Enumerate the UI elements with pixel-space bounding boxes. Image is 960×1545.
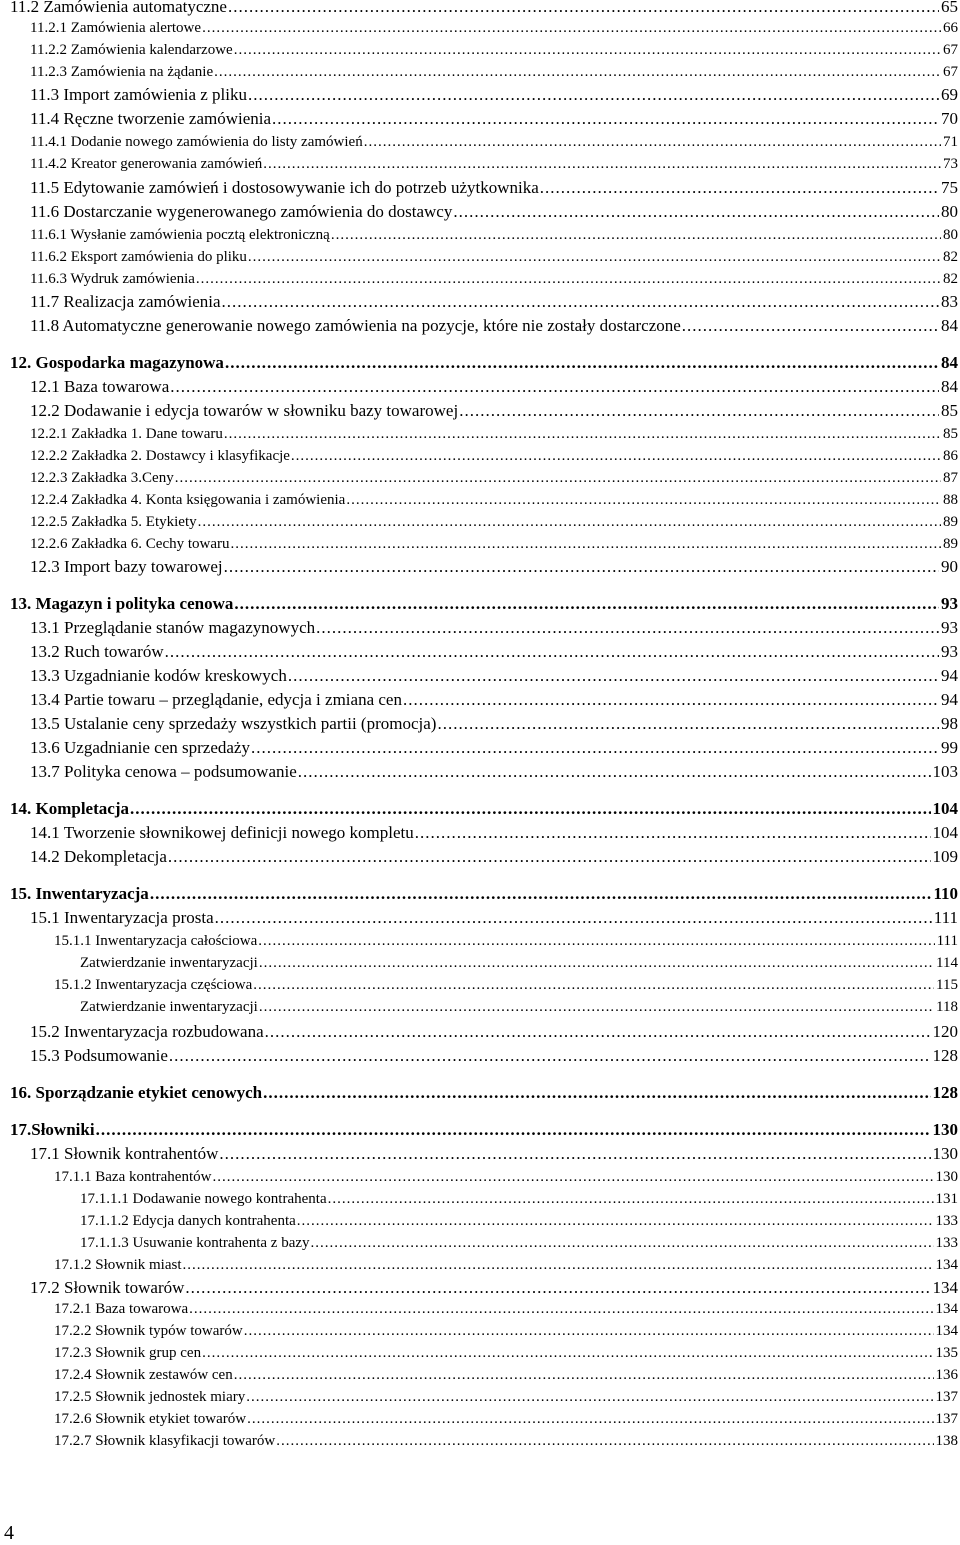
toc-dot-leader (165, 643, 939, 662)
toc-entry-title: 17.2.3 Słownik grup cen (54, 1345, 202, 1361)
toc-entry-title: 15.2 Inwentaryzacja rozbudowana (30, 1022, 264, 1041)
toc-dot-leader (346, 492, 941, 509)
toc-entry-title: 17.1.2 Słownik miast (54, 1257, 182, 1273)
toc-dot-leader (130, 800, 931, 819)
toc-entry[interactable] (54, 1301, 958, 1318)
toc-entry-page: 134 (932, 1278, 958, 1297)
toc-dot-leader (224, 426, 941, 443)
toc-entry[interactable] (54, 1389, 958, 1406)
toc-dot-leader (682, 317, 939, 336)
toc-entry[interactable] (30, 378, 958, 397)
toc-entry-title: 11.2 Zamówienia automatyczne (10, 0, 227, 16)
toc-entry[interactable] (30, 909, 958, 928)
toc-entry-title: 12.2.2 Zakładka 2. Dostawcy i klasyfikacje (30, 448, 290, 464)
toc-entry-title: 11.8 Automatyczne generowanie nowego zamówienia na pozycje, które nie zostały dostarczone (30, 316, 681, 335)
toc-entry-page: 130 (932, 1144, 958, 1163)
toc-entry-title: 15.3 Podsumowanie (30, 1046, 168, 1065)
toc-entry[interactable] (30, 64, 958, 81)
toc-entry[interactable] (54, 1367, 958, 1384)
toc-dot-leader (248, 86, 939, 105)
toc-entry-page: 114 (936, 955, 958, 971)
toc-entry[interactable] (10, 0, 958, 17)
toc-dot-leader (175, 470, 941, 487)
toc-entry-page: 94 (941, 690, 958, 709)
toc-dot-leader (202, 1345, 933, 1362)
toc-entry[interactable] (30, 824, 958, 843)
toc-dot-leader (212, 1169, 933, 1186)
toc-entry[interactable] (30, 536, 958, 553)
toc-entry-page: 82 (943, 249, 958, 265)
toc-entry-page: 73 (943, 156, 958, 172)
toc-dot-leader (328, 1191, 934, 1208)
toc-entry-page: 86 (943, 448, 958, 464)
toc-entry-page: 134 (935, 1323, 958, 1339)
toc-entry-title: 12.2.1 Zakładka 1. Dane towaru (30, 426, 223, 442)
toc-entry-page: 130 (932, 1120, 958, 1139)
toc-entry-title: 15.1.1 Inwentaryzacja całościowa (54, 933, 258, 949)
toc-entry[interactable] (30, 156, 958, 173)
toc-entry-title: 11.5 Edytowanie zamówień i dostosowywanie ich do potrzeb użytkownika (30, 178, 539, 197)
toc-entry-page: 137 (935, 1389, 958, 1405)
toc-dot-leader (202, 20, 941, 37)
toc-entry-page: 93 (941, 642, 958, 661)
toc-dot-leader (214, 64, 941, 81)
toc-dot-leader (276, 1433, 933, 1450)
toc-entry[interactable] (30, 426, 958, 443)
toc-entry[interactable] (30, 317, 958, 336)
toc-entry-page: 69 (941, 85, 958, 104)
toc-entry-page: 70 (941, 109, 958, 128)
toc-entry[interactable] (54, 1257, 958, 1274)
toc-entry-page: 111 (933, 908, 958, 927)
toc-dot-leader (246, 1389, 933, 1406)
toc-entry[interactable] (54, 1169, 958, 1186)
toc-entry[interactable] (30, 249, 958, 266)
toc-entry[interactable] (80, 1213, 958, 1230)
toc-entry[interactable] (10, 885, 958, 904)
toc-entry-title: 13.6 Uzgadnianie cen sprzedaży (30, 738, 250, 757)
toc-entry-title: 17.1.1.1 Dodawanie nowego kontrahenta (80, 1191, 327, 1207)
toc-entry-page: 67 (943, 64, 958, 80)
toc-dot-leader (263, 1084, 930, 1103)
toc-entry-page: 118 (936, 999, 958, 1015)
toc-entry-title: 17.2 Słownik towarów (30, 1278, 185, 1297)
toc-entry-page: 65 (941, 0, 958, 16)
toc-entry-title: 13.2 Ruch towarów (30, 642, 164, 661)
toc-entry[interactable] (54, 1411, 958, 1428)
toc-entry[interactable] (10, 800, 958, 819)
toc-dot-leader (168, 848, 931, 867)
toc-entry-page: 135 (935, 1345, 958, 1361)
toc-entry-title: 12.2.4 Zakładka 4. Konta księgowania i zamówienia (30, 492, 346, 508)
toc-dot-leader (222, 293, 939, 312)
toc-entry-title: 11.4.1 Dodanie nowego zamówienia do listy zamówień (30, 134, 363, 150)
toc-entry-title: 12.2.5 Zakładka 5. Etykiety (30, 514, 197, 530)
toc-entry[interactable] (30, 20, 958, 37)
toc-entry-title: 11.3 Import zamówienia z pliku (30, 85, 248, 104)
toc-entry-title: 14.2 Dekompletacja (30, 847, 167, 866)
toc-entry-page: 109 (932, 847, 958, 866)
toc-entry-title: 12.2.6 Zakładka 6. Cechy towaru (30, 536, 230, 552)
toc-entry-page: 128 (932, 1046, 958, 1065)
toc-entry[interactable] (54, 1433, 958, 1450)
page-number: 4 (4, 1522, 14, 1544)
toc-entry-title: 11.4 Ręczne tworzenie zamówienia (30, 109, 272, 128)
toc-entry[interactable] (30, 293, 958, 312)
toc-dot-leader (253, 977, 934, 994)
toc-dot-leader (183, 1257, 934, 1274)
toc-entry-page: 89 (943, 514, 958, 530)
toc-entry-title: 17.1 Słownik kontrahentów (30, 1144, 219, 1163)
toc-entry-page: 130 (935, 1169, 958, 1185)
toc-dot-leader (258, 933, 934, 950)
toc-entry-title: 15.1 Inwentaryzacja prosta (30, 908, 214, 927)
toc-entry[interactable] (30, 1023, 958, 1042)
toc-entry-title: 17.1.1 Baza kontrahentów (54, 1169, 212, 1185)
toc-dot-leader (453, 203, 939, 222)
toc-entry-page: 138 (935, 1433, 958, 1449)
toc-entry-title: 11.4.2 Kreator generowania zamówień (30, 156, 263, 172)
toc-entry-title: 17.2.7 Słownik klasyfikacji towarów (54, 1433, 276, 1449)
toc-entry[interactable] (30, 492, 958, 509)
toc-entry-page: 90 (941, 557, 958, 576)
toc-entry[interactable] (30, 848, 958, 867)
toc-entry-page: 83 (941, 292, 958, 311)
toc-dot-leader (198, 514, 941, 531)
toc-entry[interactable] (30, 271, 958, 288)
toc-dot-leader (169, 1047, 931, 1066)
toc-entry-page: 75 (941, 178, 958, 197)
toc-entry[interactable] (30, 42, 958, 59)
toc-entry-page: 103 (932, 762, 958, 781)
toc-entry-title: 11.6.3 Wydruk zamówienia (30, 271, 195, 287)
toc-entry-page: 98 (941, 714, 958, 733)
toc-entry[interactable] (30, 179, 958, 198)
toc-entry[interactable] (80, 955, 958, 972)
toc-entry[interactable] (30, 739, 958, 758)
toc-entry-page: 94 (941, 666, 958, 685)
toc-entry[interactable] (54, 977, 958, 994)
toc-entry-page: 133 (935, 1235, 958, 1251)
toc-dot-leader (316, 619, 939, 638)
toc-entry[interactable] (30, 134, 958, 151)
toc-entry[interactable] (30, 643, 958, 662)
toc-entry-title: 12.1 Baza towarowa (30, 377, 170, 396)
toc-entry-title: 11.6 Dostarczanie wygenerowanego zamówienia do dostawcy (30, 202, 453, 221)
toc-entry[interactable] (54, 933, 958, 950)
toc-dot-leader (231, 536, 941, 553)
toc-entry[interactable] (30, 514, 958, 531)
toc-entry-page: 80 (941, 202, 958, 221)
toc-entry-title: 17.2.4 Słownik zestawów cen (54, 1367, 233, 1383)
toc-entry[interactable] (10, 595, 958, 614)
toc-dot-leader (364, 134, 941, 151)
toc-entry[interactable] (30, 1047, 958, 1066)
toc-entry-page: 136 (935, 1367, 958, 1383)
toc-entry-page: 71 (943, 134, 958, 150)
toc-entry[interactable] (54, 1323, 958, 1340)
toc-entry-page: 66 (943, 20, 958, 36)
toc-entry-title: 17.2.1 Baza towarowa (54, 1301, 189, 1317)
toc-entry-title: Zatwierdzanie inwentaryzacji (80, 955, 258, 971)
toc-entry-page: 84 (941, 353, 958, 372)
toc-dot-leader (459, 402, 939, 421)
toc-entry[interactable] (10, 354, 958, 373)
toc-entry-title: 11.7 Realizacja zamówienia (30, 292, 221, 311)
toc-entry-page: 137 (935, 1411, 958, 1427)
toc-entry-page: 104 (932, 823, 958, 842)
toc-dot-leader (251, 739, 939, 758)
toc-entry[interactable] (30, 715, 958, 734)
toc-entry-page: 85 (943, 426, 958, 442)
toc-entry-title: 13.7 Polityka cenowa – podsumowanie (30, 762, 297, 781)
toc-dot-leader (297, 1213, 934, 1230)
toc-entry-page: 115 (936, 977, 958, 993)
toc-entry-page: 88 (943, 492, 958, 508)
toc-entry[interactable] (54, 1345, 958, 1362)
toc-entry-page: 84 (941, 377, 958, 396)
toc-entry-page: 87 (943, 470, 958, 486)
toc-entry-title: 17.1.1.2 Edycja danych kontrahenta (80, 1213, 296, 1229)
toc-entry-page: 80 (943, 227, 958, 243)
toc-dot-leader (259, 999, 934, 1016)
toc-entry-page: 84 (941, 316, 958, 335)
toc-dot-leader (219, 1145, 930, 1164)
toc-dot-leader (196, 271, 941, 288)
toc-entry[interactable] (80, 1191, 958, 1208)
toc-entry-page: 110 (933, 884, 958, 903)
toc-entry[interactable] (30, 402, 958, 421)
toc-dot-leader (215, 909, 932, 928)
toc-dot-leader (225, 354, 939, 373)
toc-dot-leader (540, 179, 939, 198)
toc-dot-leader (263, 156, 941, 173)
toc-entry-title: 16. Sporządzanie etykiet cenowych (10, 1083, 263, 1102)
toc-entry-page: 133 (935, 1213, 958, 1229)
toc-entry-page: 134 (935, 1257, 958, 1273)
toc-entry-page: 85 (941, 401, 958, 420)
toc-dot-leader (234, 595, 939, 614)
toc-dot-leader (224, 558, 939, 577)
toc-entry[interactable] (30, 667, 958, 686)
toc-dot-leader (247, 1411, 933, 1428)
toc-dot-leader (96, 1121, 931, 1140)
toc-entry-page: 131 (935, 1191, 958, 1207)
toc-entry[interactable] (30, 448, 958, 465)
toc-entry-page: 89 (943, 536, 958, 552)
toc-entry-page: 111 (936, 933, 958, 949)
toc-entry-title: 13.1 Przeglądanie stanów magazynowych (30, 618, 316, 637)
toc-entry-page: 93 (941, 594, 958, 613)
toc-entry[interactable] (10, 1084, 958, 1103)
toc-entry-title: 12.3 Import bazy towarowej (30, 557, 223, 576)
toc-entry[interactable] (30, 110, 958, 129)
toc-entry-title: 17.2.6 Słownik etykiet towarów (54, 1411, 247, 1427)
toc-entry-title: 11.2.3 Zamówienia na żądanie (30, 64, 214, 80)
toc-entry-title: 11.6.2 Eksport zamówienia do pliku (30, 249, 247, 265)
toc-entry[interactable] (10, 1121, 958, 1140)
toc-entry-title: 11.2.2 Zamówienia kalendarzowe (30, 42, 233, 58)
toc-dot-leader (170, 378, 939, 397)
toc-entry-title: 17.Słowniki (10, 1120, 95, 1139)
toc-entry-title: Zatwierdzanie inwentaryzacji (80, 999, 258, 1015)
toc-entry[interactable] (80, 1235, 958, 1252)
toc-entry-title: 17.2.5 Słownik jednostek miary (54, 1389, 246, 1405)
toc-entry[interactable] (30, 470, 958, 487)
toc-entry[interactable] (30, 203, 958, 222)
toc-entry-page: 128 (932, 1083, 958, 1102)
toc-entry-page: 82 (943, 271, 958, 287)
toc-dot-leader (311, 1235, 934, 1252)
toc-dot-leader (234, 42, 941, 59)
toc-entry[interactable] (30, 558, 958, 577)
toc-entry-title: 13. Magazyn i polityka cenowa (10, 594, 234, 613)
toc-entry-title: 12.2 Dodawanie i edycja towarów w słowniku bazy towarowej (30, 401, 459, 420)
toc-entry-page: 67 (943, 42, 958, 58)
toc-entry[interactable] (30, 1145, 958, 1164)
toc-dot-leader (185, 1279, 930, 1298)
toc-entry[interactable] (30, 763, 958, 782)
toc-entry[interactable] (30, 1279, 958, 1298)
toc-entry-page: 93 (941, 618, 958, 637)
toc-dot-leader (189, 1301, 933, 1318)
toc-entry-page: 134 (935, 1301, 958, 1317)
toc-dot-leader (248, 249, 941, 266)
toc-entry-title: 17.2.2 Słownik typów towarów (54, 1323, 243, 1339)
toc-entry-title: 12.2.3 Zakładka 3.Ceny (30, 470, 174, 486)
toc-dot-leader (150, 885, 932, 904)
toc-dot-leader (403, 691, 939, 710)
toc-entry[interactable] (80, 999, 958, 1016)
toc-entry-title: 13.5 Ustalanie ceny sprzedaży wszystkich partii (promocja) (30, 714, 437, 733)
toc-dot-leader (415, 824, 931, 843)
toc-entry-title: 17.1.1.3 Usuwanie kontrahenta z bazy (80, 1235, 310, 1251)
toc-entry-title: 12. Gospodarka magazynowa (10, 353, 224, 372)
toc-entry-title: 11.2.1 Zamówienia alertowe (30, 20, 202, 36)
toc-dot-leader (265, 1023, 931, 1042)
toc-entry[interactable] (30, 691, 958, 710)
toc-dot-leader (228, 0, 939, 17)
toc-entry-title: 15. Inwentaryzacja (10, 884, 149, 903)
toc-dot-leader (272, 110, 939, 129)
toc-dot-leader (234, 1367, 934, 1384)
toc-entry-page: 120 (932, 1022, 958, 1041)
toc-entry-title: 13.3 Uzgadnianie kodów kreskowych (30, 666, 287, 685)
toc-entry-title: 11.6.1 Wysłanie zamówienia pocztą elektroniczną (30, 227, 330, 243)
toc-entry-title: 13.4 Partie towaru – przeglądanie, edycja i zmiana cen (30, 690, 402, 709)
toc-entry-page: 99 (941, 738, 958, 757)
toc-dot-leader (291, 448, 941, 465)
toc-dot-leader (288, 667, 939, 686)
toc-entry-title: 14. Kompletacja (10, 799, 129, 818)
toc-dot-leader (244, 1323, 934, 1340)
toc-entry[interactable] (30, 619, 958, 638)
toc-entry[interactable] (30, 86, 958, 105)
toc-entry[interactable] (30, 227, 958, 244)
toc-entry-title: 15.1.2 Inwentaryzacja częściowa (54, 977, 253, 993)
toc-dot-leader (331, 227, 941, 244)
toc-dot-leader (437, 715, 939, 734)
toc-entry-page: 104 (932, 799, 958, 818)
toc-dot-leader (259, 955, 934, 972)
toc-dot-leader (298, 763, 931, 782)
toc-entry-title: 14.1 Tworzenie słownikowej definicji nowego kompletu (30, 823, 414, 842)
